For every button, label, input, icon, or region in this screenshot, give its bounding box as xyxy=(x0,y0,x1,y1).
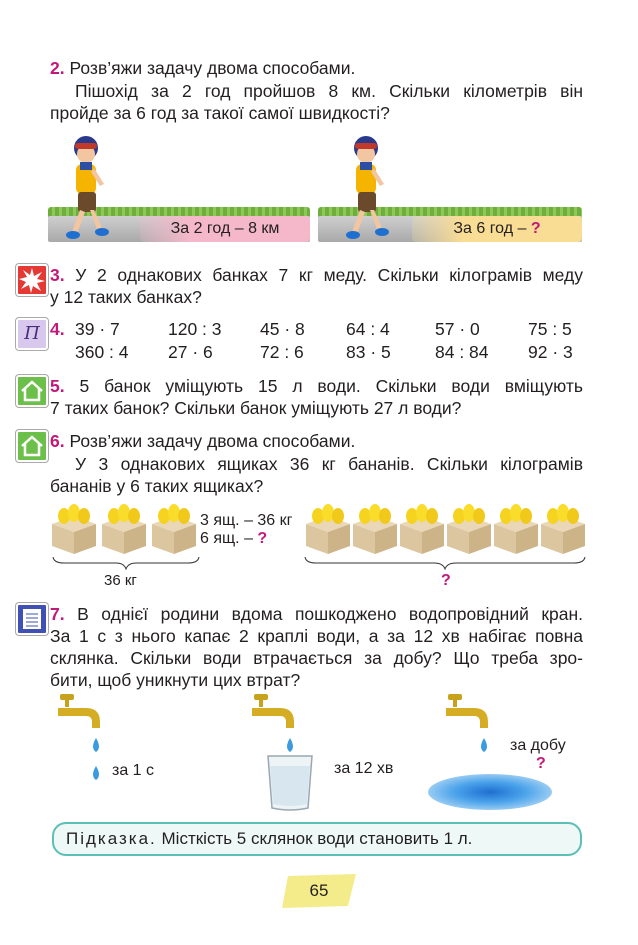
task7-line1 xyxy=(50,603,583,625)
task7-line2: За 1 с з нього капає 2 краплі води, а за 12 хв набігає повна xyxy=(50,626,583,646)
expr-r1-3: 45 · 8 xyxy=(260,319,305,339)
task2-title-text: Розв’яжи задачу двома способами. xyxy=(69,58,356,78)
faucet-drip-icon xyxy=(56,692,106,782)
note-6-boxes xyxy=(200,528,267,550)
expr-r2-6: 92 · 3 xyxy=(528,342,573,362)
caption-12-minutes: за 12 хв xyxy=(334,760,394,777)
brace-left-label: 36 кг xyxy=(104,572,137,589)
brace-left xyxy=(52,556,200,570)
task7-number: 7. xyxy=(50,604,65,624)
banana-boxes-right-icon xyxy=(304,504,588,556)
star-burst-icon xyxy=(16,264,48,296)
task2-title xyxy=(50,57,355,79)
distance-label-2-text: За 6 год – xyxy=(453,220,531,237)
hint-label: Підказка. xyxy=(66,829,157,848)
task6-number: 6. xyxy=(50,431,65,451)
task2-line2: пройде за 6 год за такої самої швидкості? xyxy=(50,103,390,123)
task6-title xyxy=(50,430,355,452)
water-puddle xyxy=(428,774,552,810)
task3-line1-text: У 2 однакових банках 7 кг меду. Скільки кілограмів меду xyxy=(75,265,583,285)
expr-r2-3: 72 : 6 xyxy=(260,342,304,362)
expr-r1-1: 39 · 7 xyxy=(75,319,120,339)
home-icon-2 xyxy=(16,430,48,462)
hint-text: Місткість 5 склянок води становить 1 л. xyxy=(156,829,473,848)
task5-line2: 7 таких банок? Скільки банок уміщують 27 л води? xyxy=(50,398,462,418)
task6-title-text: Розв’яжи задачу двома способами. xyxy=(69,431,356,451)
task3-line2: у 12 таких банках? xyxy=(50,287,202,307)
expr-r2-2: 27 · 6 xyxy=(168,342,213,362)
hint-box xyxy=(52,822,582,856)
task2-line1: Пішохід за 2 год пройшов 8 км. Скільки кілометрів він xyxy=(75,81,583,101)
task3-number: 3. xyxy=(50,265,65,285)
expr-r2-4: 83 · 5 xyxy=(346,342,391,362)
note-6-boxes-question: ? xyxy=(257,530,268,547)
task7-line3: склянка. Скільки води втрачається за добу? Що треба зро- xyxy=(50,648,583,668)
task7-line4: бити, щоб уникнути цих втрат? xyxy=(50,670,301,690)
caption-per-day-question: ? xyxy=(536,755,546,772)
expr-r2-1: 360 : 4 xyxy=(75,342,129,362)
faucet-puddle-icon xyxy=(444,692,504,762)
expr-r1-4: 64 : 4 xyxy=(346,319,390,339)
caption-per-day: за добу xyxy=(510,737,566,754)
task5-number: 5. xyxy=(50,376,65,396)
page-number: 65 xyxy=(309,881,329,900)
walker-boy-left-icon xyxy=(58,134,118,242)
distance-label-2-question: ? xyxy=(530,220,541,237)
task5-line1-text: 5 банок уміщують 15 л води. Скільки води вміщують xyxy=(79,376,583,396)
task3-line1 xyxy=(50,264,583,286)
pi-letter-icon: П xyxy=(16,318,48,350)
expr-r1-6: 75 : 5 xyxy=(528,319,572,339)
task4-number: 4. xyxy=(50,319,65,339)
note-3-boxes: 3 ящ. – 36 кг xyxy=(200,512,293,529)
walker-boy-right-icon xyxy=(338,134,398,242)
brace-right xyxy=(304,556,586,570)
task6-line2: бананів у 6 таких ящиках? xyxy=(50,476,264,496)
home-icon xyxy=(16,375,48,407)
expr-r2-5: 84 : 84 xyxy=(435,342,489,362)
caption-1-second: за 1 с xyxy=(112,762,155,779)
task7-line1-text: В однієї родини вдома пошкоджено водопровідний кран. xyxy=(77,604,583,624)
expr-r1-2: 120 : 3 xyxy=(168,319,222,339)
brace-right-question: ? xyxy=(441,572,451,589)
distance-label-1: За 2 год – 8 км xyxy=(140,216,310,242)
task6-line1: У 3 однакових ящиках 36 кг бананів. Скільки кілограмів xyxy=(75,454,583,474)
banana-boxes-left-icon xyxy=(50,504,200,556)
task2-number: 2. xyxy=(50,58,65,78)
note-6-boxes-text: 6 ящ. – xyxy=(200,530,258,547)
notebook-icon xyxy=(16,603,48,635)
expr-r1-5: 57 · 0 xyxy=(435,319,480,339)
faucet-glass-icon xyxy=(250,692,320,814)
task5-line1 xyxy=(50,375,583,397)
distance-label-2 xyxy=(412,216,582,242)
